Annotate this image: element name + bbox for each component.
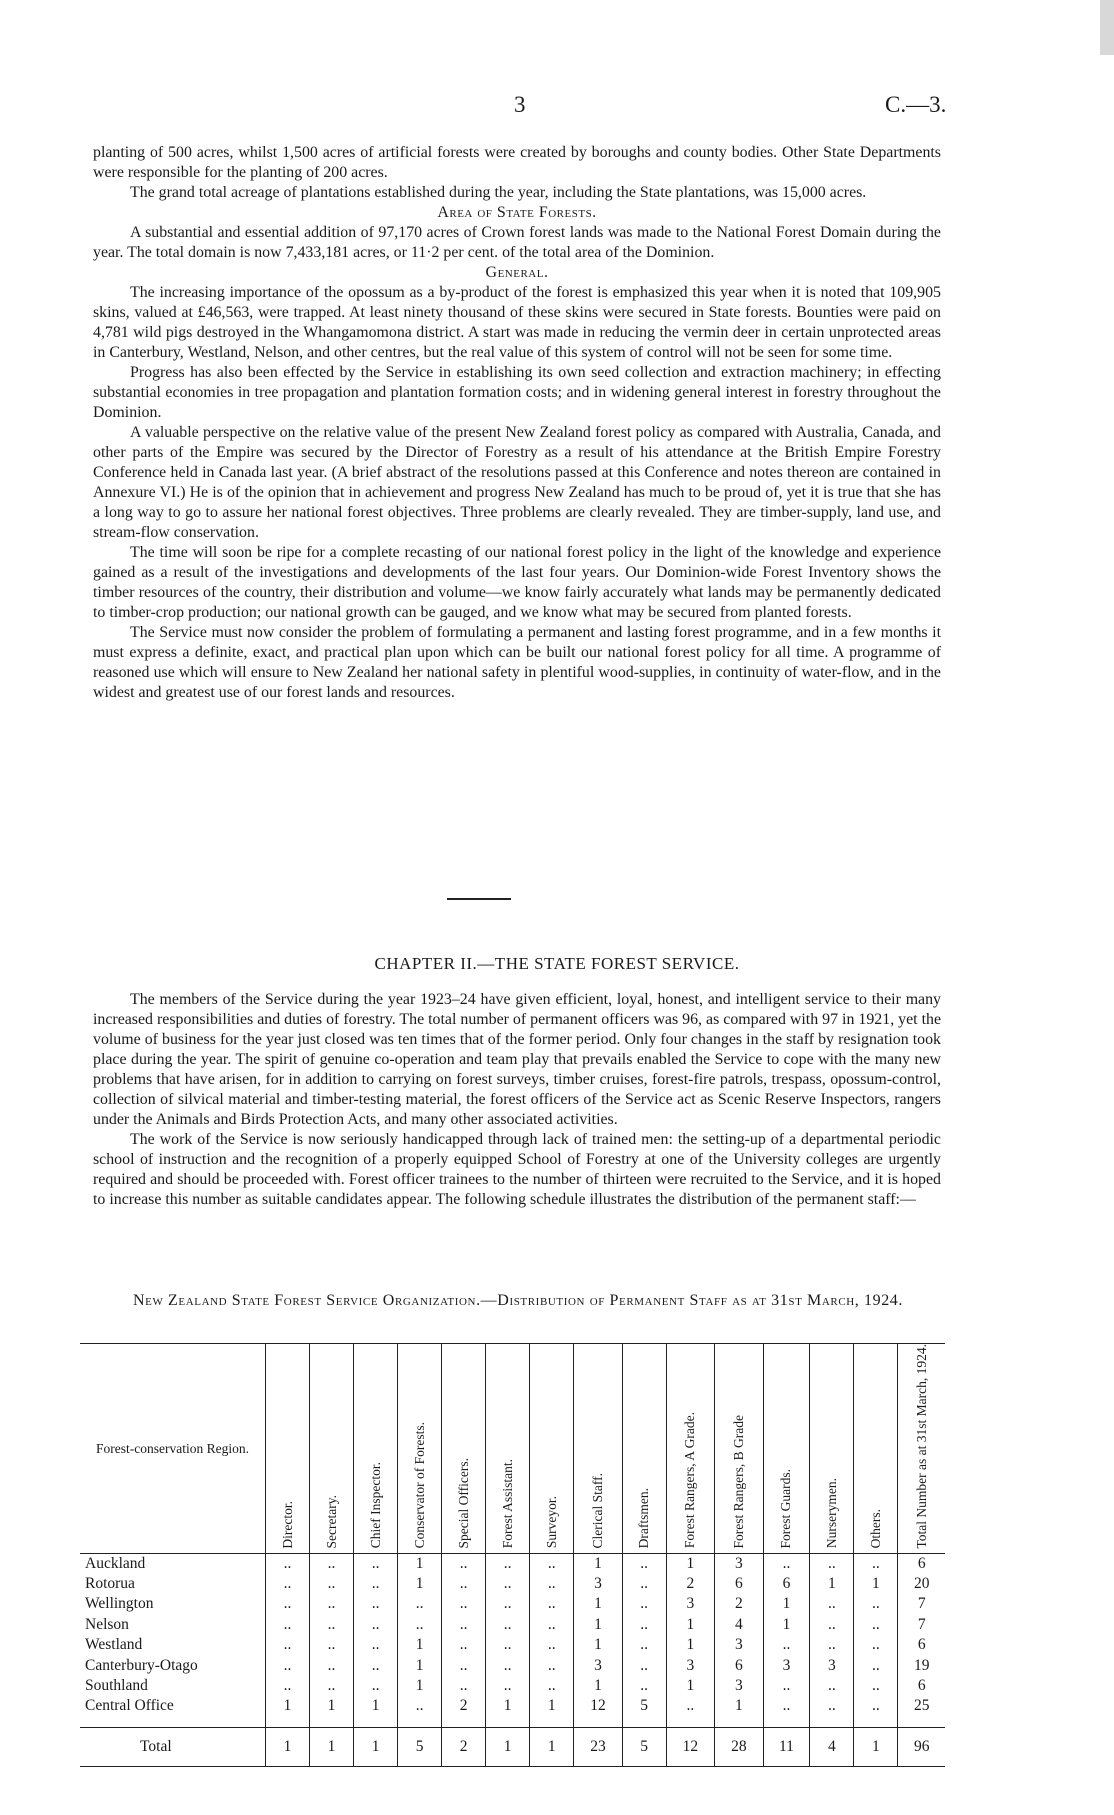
section-heading: Area of State Forests. [437, 204, 597, 221]
table-cell: 6 [898, 1635, 945, 1655]
table-cell: .. [622, 1676, 666, 1696]
table-cell: 2 [715, 1594, 763, 1614]
table-cell: .. [442, 1615, 486, 1635]
region-cell [80, 1615, 266, 1635]
column-header-label: Clerical Staff. [589, 1473, 605, 1549]
table-cell: .. [354, 1615, 398, 1635]
row-header: Forest-conservation Region. [80, 1344, 266, 1554]
table-cell: .. [622, 1615, 666, 1635]
table-cell: 23 [574, 1727, 622, 1766]
table-cell: .. [810, 1676, 854, 1696]
column-header-label: Conservator of Forests. [411, 1422, 427, 1549]
spacer-cell [486, 1717, 530, 1728]
table-cell: 1 [354, 1727, 398, 1766]
table-cell: .. [310, 1594, 354, 1614]
table-row [80, 1553, 945, 1574]
table-cell: 25 [898, 1696, 945, 1716]
table-spacer-row [80, 1717, 945, 1728]
table-cell: 28 [715, 1727, 763, 1766]
table-cell: 3 [574, 1655, 622, 1675]
section-heading: General. [485, 264, 549, 281]
column-header [398, 1344, 442, 1554]
table-cell: 20 [898, 1574, 945, 1594]
table-cell: .. [486, 1635, 530, 1655]
table-cell: .. [622, 1655, 666, 1675]
table-row [80, 1635, 945, 1655]
table-cell: .. [854, 1615, 898, 1635]
table-cell: 1 [530, 1696, 574, 1716]
region-name: Total [140, 1737, 172, 1755]
spacer-cell [574, 1717, 622, 1728]
spacer-cell [398, 1717, 442, 1728]
table-cell: 1 [266, 1727, 310, 1766]
column-header [715, 1344, 763, 1554]
region-name: Wellington [85, 1595, 154, 1613]
table-row [80, 1696, 945, 1716]
table-cell: .. [354, 1574, 398, 1594]
table-cell: 1 [266, 1696, 310, 1716]
column-header-label: Chief Inspector. [367, 1462, 383, 1549]
column-header-label: Total Number as at 31st March, 1924. [913, 1344, 929, 1549]
region-cell [80, 1574, 266, 1594]
table-cell: 7 [898, 1615, 945, 1635]
table-cell: .. [310, 1655, 354, 1675]
table-cell: 1 [763, 1615, 810, 1635]
table-cell: 5 [398, 1727, 442, 1766]
table-cell: .. [810, 1553, 854, 1574]
table-cell: 1 [398, 1553, 442, 1574]
table-cell: 12 [574, 1696, 622, 1716]
table-cell: 1 [398, 1635, 442, 1655]
table-cell: 4 [810, 1727, 854, 1766]
table-cell: .. [854, 1553, 898, 1574]
table-cell: 4 [715, 1615, 763, 1635]
table-cell: 3 [715, 1676, 763, 1696]
table-cell: .. [266, 1655, 310, 1675]
table-cell: 1 [398, 1574, 442, 1594]
table-cell: 6 [898, 1676, 945, 1696]
table-cell: 96 [898, 1727, 945, 1766]
table-cell: .. [854, 1696, 898, 1716]
table-cell: .. [530, 1574, 574, 1594]
table-cell: 5 [622, 1696, 666, 1716]
column-header [854, 1344, 898, 1554]
column-header [266, 1344, 310, 1554]
table-cell: .. [310, 1574, 354, 1594]
paragraph: A valuable perspective on the relative value of the present New Zealand forest policy as compared with Australia, Canada, and other parts of the Empire was secured by the Director of Forestry as a result of his attendance at the British Empire Forestry Conference held in Canada last year. (A brief abstract of the resolutions passed at this Conference and notes thereon are contained in Annexure VI.) He is of the opinion that in achievement and progress New Zealand has much to be proud of, yet it is true that she has a long way to go to assure her national forest objectives. Three problems are clearly revealed. They are timber-supply, land use, and stream-flow conservation. [93, 424, 941, 541]
table-cell: .. [763, 1635, 810, 1655]
column-header [810, 1344, 854, 1554]
region-cell [80, 1553, 266, 1574]
spacer-cell [854, 1717, 898, 1728]
table-cell: .. [486, 1594, 530, 1614]
region-cell [80, 1594, 266, 1614]
table-cell: 1 [574, 1635, 622, 1655]
table-cell: 1 [486, 1696, 530, 1716]
column-header-label: Special Officers. [455, 1458, 471, 1549]
column-header [310, 1344, 354, 1554]
column-header-label: Secretary. [323, 1495, 339, 1549]
table-cell: 3 [666, 1655, 714, 1675]
table-cell: .. [354, 1594, 398, 1614]
column-header [354, 1344, 398, 1554]
paragraph: The increasing importance of the opossum as a by-product of the forest is emphasized this year when it is noted that 109,905 skins, valued at £46,563, were trapped. At least ninety thousand of these skins were secured in State forests. Bounties were paid on 4,781 wild pigs destroyed in the Whangamomona district. A start was made in reducing the vermin deer in certain unprotected areas in Canterbury, Westland, Nelson, and other centres, but the real value of this system of control will not be seen for some time. [93, 284, 941, 361]
table-cell: 1 [354, 1696, 398, 1716]
table-caption: New Zealand State Forest Service Organization.—Distribution of Permanent Staff as at 31st March, 1924. [132, 1292, 904, 1309]
region-name: Canterbury-Otago [85, 1656, 198, 1674]
table-header-row [80, 1344, 945, 1554]
table-cell: 1 [666, 1635, 714, 1655]
table-total-row [80, 1727, 945, 1766]
table-cell: .. [266, 1574, 310, 1594]
table-cell: .. [854, 1655, 898, 1675]
table-cell: .. [810, 1594, 854, 1614]
spacer-cell [310, 1717, 354, 1728]
table-cell: .. [442, 1635, 486, 1655]
table-cell: 3 [810, 1655, 854, 1675]
region-cell [80, 1676, 266, 1696]
region-cell [80, 1655, 266, 1675]
spacer-cell [898, 1717, 945, 1728]
table-cell: 1 [854, 1727, 898, 1766]
table-cell: 2 [666, 1574, 714, 1594]
table-cell: .. [763, 1696, 810, 1716]
table-cell: .. [622, 1553, 666, 1574]
table-cell: .. [354, 1553, 398, 1574]
paragraph: The time will soon be ripe for a complete recasting of our national forest policy in the light of the knowledge and experience gained as a result of the investigations and developments of the last four years. Our Dominion-wide Forest Inventory shows the timber resources of the country, their distribution and volume—we know fairly accurately what lands may be permanently dedicated to timber-crop production; our national growth can be gauged, and we know what may be secured from planted forests. [93, 544, 941, 621]
region-name: Southland [85, 1677, 148, 1695]
column-header [898, 1344, 945, 1554]
region-cell [80, 1727, 266, 1766]
table-cell: 1 [574, 1553, 622, 1574]
table-cell: .. [530, 1655, 574, 1675]
table-cell: .. [354, 1635, 398, 1655]
body-section-2 [93, 990, 941, 1210]
table-cell: 1 [810, 1574, 854, 1594]
table-cell: 3 [574, 1574, 622, 1594]
table-cell: 1 [666, 1615, 714, 1635]
paragraph: The Service must now consider the problem of formulating a permanent and lasting forest programme, and in a few months it must express a definite, exact, and practical plan upon which can be built our national forest policy for all time. A programme of reasoned use which will ensure to New Zealand her national safety in plentiful wood-supplies, in continuity of water-flow, and in the widest and greatest use of our forest lands and resources. [93, 624, 941, 701]
column-header-label: Forest Rangers, A Grade. [682, 1412, 698, 1549]
paragraph: A substantial and essential addition of 97,170 acres of Crown forest lands was made to the National Forest Domain during the year. The total domain is now 7,433,181 acres, or 11·2 per cent. of the total area of the Dominion. [93, 224, 941, 261]
paragraph: planting of 500 acres, whilst 1,500 acres of artificial forests were created by boroughs and county bodies. Other State Departments were responsible for the planting of 200 acres. [93, 144, 941, 181]
table-body [80, 1553, 945, 1766]
table-cell: 1 [530, 1727, 574, 1766]
table-cell: .. [622, 1635, 666, 1655]
table-cell: .. [442, 1594, 486, 1614]
table-cell: .. [310, 1615, 354, 1635]
table-row [80, 1676, 945, 1696]
table-row [80, 1655, 945, 1675]
table-cell: .. [530, 1594, 574, 1614]
region-cell [80, 1696, 266, 1716]
column-header [574, 1344, 622, 1554]
table-cell: .. [810, 1696, 854, 1716]
table-cell: 1 [666, 1553, 714, 1574]
column-header-label: Surveyor. [543, 1496, 559, 1549]
table-cell: .. [442, 1676, 486, 1696]
column-header [530, 1344, 574, 1554]
spacer-cell [666, 1717, 714, 1728]
table-cell: 1 [715, 1696, 763, 1716]
table-cell: .. [354, 1676, 398, 1696]
table-cell: .. [530, 1553, 574, 1574]
table-cell: 3 [763, 1655, 810, 1675]
spacer-cell [266, 1717, 310, 1728]
table-cell: 1 [486, 1727, 530, 1766]
table-cell: 1 [398, 1655, 442, 1675]
table-cell: .. [854, 1676, 898, 1696]
page-number: 3 [514, 92, 526, 117]
region-name: Auckland [85, 1554, 146, 1572]
table-cell: .. [530, 1615, 574, 1635]
spacer-cell [530, 1717, 574, 1728]
column-header-label: Director. [279, 1500, 295, 1549]
table-cell: .. [763, 1553, 810, 1574]
spacer-cell [354, 1717, 398, 1728]
table-cell: .. [530, 1635, 574, 1655]
column-header-label: Draftsmen. [636, 1488, 652, 1549]
table-cell: .. [266, 1615, 310, 1635]
table-cell: 1 [666, 1676, 714, 1696]
table-cell: .. [763, 1676, 810, 1696]
region-name: Central Office [85, 1697, 174, 1715]
paragraph: The members of the Service during the year 1923–24 have given efficient, loyal, honest, and intelligent service to their many increased responsibilities and duties of forestry. The total number of permanent officers was 96, as compared with 97 in 1921, yet the volume of business for the year just closed was ten times that of the former period. Only four changes in the staff by resignation took place during the year. The spirit of genuine co-operation and team play that prevails enabled the Service to cope with the many new problems that have arisen, for in addition to carrying on forest surveys, timber cruises, forest-fire patrols, trespass, opossum-control, collection of silvical material and timber-testing material, the forest officers of the Service act as Scenic Reserve Inspectors, rangers under the Animals and Birds Protection Acts, and many other associated activities. [93, 991, 941, 1128]
spacer-cell [715, 1717, 763, 1728]
table-cell: .. [854, 1594, 898, 1614]
table-row [80, 1615, 945, 1635]
column-header [763, 1344, 810, 1554]
table-cell: 1 [310, 1727, 354, 1766]
column-header-label: Forest Assistant. [499, 1459, 515, 1549]
table-cell: .. [530, 1676, 574, 1696]
table-cell: .. [622, 1594, 666, 1614]
spacer-cell [810, 1717, 854, 1728]
region-cell [80, 1635, 266, 1655]
chapter-title: CHAPTER II.—THE STATE FOREST SERVICE. [374, 954, 740, 973]
table-cell: .. [810, 1615, 854, 1635]
table-cell: .. [310, 1635, 354, 1655]
table-cell: 5 [622, 1727, 666, 1766]
table-cell: .. [398, 1615, 442, 1635]
scan-edge-mark [1100, 0, 1114, 55]
staff-distribution-table [80, 1343, 945, 1755]
column-header [442, 1344, 486, 1554]
table-cell: .. [486, 1574, 530, 1594]
table-cell: 11 [763, 1727, 810, 1766]
table-cell: .. [486, 1676, 530, 1696]
column-header-label: Forest Rangers, B Grade [730, 1415, 746, 1549]
table-cell: .. [266, 1676, 310, 1696]
table-cell: 1 [854, 1574, 898, 1594]
table-cell: 1 [574, 1615, 622, 1635]
table-cell: 1 [310, 1696, 354, 1716]
table-cell: 6 [715, 1574, 763, 1594]
table-cell: 1 [574, 1676, 622, 1696]
table-cell: 3 [715, 1635, 763, 1655]
table-cell: .. [486, 1615, 530, 1635]
table-cell: .. [666, 1696, 714, 1716]
table-cell: .. [442, 1574, 486, 1594]
table-cell: .. [486, 1553, 530, 1574]
spacer-cell [622, 1717, 666, 1728]
table-cell: .. [310, 1676, 354, 1696]
table-row [80, 1594, 945, 1614]
table-cell: 2 [442, 1727, 486, 1766]
column-header [666, 1344, 714, 1554]
table-cell: .. [486, 1655, 530, 1675]
region-name: Rotorua [85, 1575, 135, 1593]
column-header-label: Nurserymen. [823, 1478, 839, 1549]
table-cell: .. [266, 1594, 310, 1614]
column-header-label: Others. [867, 1509, 883, 1549]
table-row [80, 1574, 945, 1594]
table-cell: .. [398, 1594, 442, 1614]
table-cell: .. [810, 1635, 854, 1655]
table-cell: 12 [666, 1727, 714, 1766]
table-cell: .. [854, 1635, 898, 1655]
paragraph: Progress has also been effected by the Service in establishing its own seed collection and extraction machinery; in effecting substantial economies in tree propagation and plantation formation costs; and in widening general interest in forestry throughout the Dominion. [93, 364, 941, 421]
page-reference: C.—3. [885, 92, 947, 117]
table-cell: .. [310, 1553, 354, 1574]
body-section-1 [93, 143, 941, 703]
table-cell: 3 [666, 1594, 714, 1614]
table-cell: .. [398, 1696, 442, 1716]
table-cell: 19 [898, 1655, 945, 1675]
column-header [486, 1344, 530, 1554]
table-cell: .. [266, 1553, 310, 1574]
column-header-label: Forest Guards. [778, 1469, 794, 1549]
paragraph: The work of the Service is now seriously handicapped through lack of trained men: the setting-up of a departmental periodic school of instruction and the recognition of a properly equipped School of Forestry at one of the University colleges are urgently required and should be proceeded with. Forest officer trainees to the number of thirteen were recruited to the Service, and it is hoped to increase this number as suitable candidates appear. The following schedule illustrates the distribution of the permanent staff:— [93, 1131, 941, 1208]
table-cell: .. [354, 1655, 398, 1675]
spacer-cell [763, 1717, 810, 1728]
table-cell: 6 [715, 1655, 763, 1675]
spacer-cell [442, 1717, 486, 1728]
spacer-cell [80, 1717, 266, 1728]
region-name: Westland [85, 1636, 143, 1654]
section-divider [447, 898, 511, 900]
table-cell: 1 [398, 1676, 442, 1696]
region-name: Nelson [85, 1615, 129, 1633]
column-header [622, 1344, 666, 1554]
table-cell: .. [266, 1635, 310, 1655]
table-cell: 6 [898, 1553, 945, 1574]
table-cell: 3 [715, 1553, 763, 1574]
table-cell: 1 [574, 1594, 622, 1614]
table-cell: 1 [763, 1594, 810, 1614]
table-cell: .. [622, 1574, 666, 1594]
table-cell: 2 [442, 1696, 486, 1716]
paragraph: The grand total acreage of plantations established during the year, including the State plantations, was 15,000 acres. [130, 184, 867, 201]
table-cell: 6 [763, 1574, 810, 1594]
table-cell: .. [442, 1553, 486, 1574]
table-cell: 7 [898, 1594, 945, 1614]
table-cell: .. [442, 1655, 486, 1675]
